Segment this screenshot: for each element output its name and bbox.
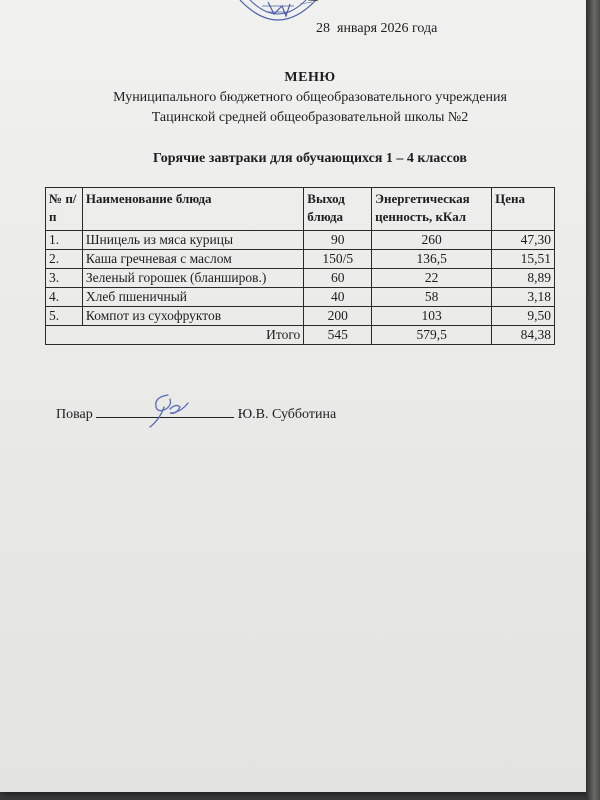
menu-subtitle: Горячие завтраки для обучающихся 1 – 4 классов [153, 151, 467, 166]
row-number: 2. [46, 250, 83, 269]
dish-name: Хлеб пшеничный [82, 288, 303, 307]
dish-energy: 136,5 [372, 250, 492, 269]
dish-energy: 260 [372, 231, 492, 250]
total-price: 84,38 [492, 326, 555, 345]
date-line [316, 21, 437, 37]
menu-table [45, 187, 555, 345]
organization-line-1: Муниципального бюджетного общеобразовательного учреждения [113, 90, 507, 105]
header-price: Цена [492, 188, 555, 231]
header-energy: Энергетическая ценность, кКал [372, 188, 492, 231]
dish-energy: 103 [372, 307, 492, 326]
dish-price: 15,51 [492, 250, 555, 269]
table-row [46, 269, 555, 288]
total-label: Итого [46, 326, 304, 345]
dish-yield: 40 [304, 288, 372, 307]
background-edge [586, 0, 600, 800]
organization-line-2: Тацинской средней общеобразовательной школы №2 [151, 110, 469, 125]
table-row [46, 307, 555, 326]
dish-energy: 58 [372, 288, 492, 307]
dish-price: 9,50 [492, 307, 555, 326]
page-title: МЕНЮ [284, 70, 336, 85]
date-day: 28 [316, 21, 330, 36]
dish-name: Каша гречневая с маслом [82, 250, 303, 269]
cook-name: Ю.В. Субботина [237, 407, 337, 422]
signature-line [96, 403, 234, 418]
header-yield: Выход блюда [304, 188, 372, 231]
dish-name: Зеленый горошек (бланширов.) [82, 269, 303, 288]
row-number: 1. [46, 231, 83, 250]
dish-name: Шницель из мяса курицы [82, 231, 303, 250]
dish-price: 8,89 [492, 269, 555, 288]
total-energy: 579,5 [372, 326, 492, 345]
total-yield: 545 [304, 326, 372, 345]
header-dish-name: Наименование блюда [82, 188, 303, 231]
row-number: 5. [46, 307, 83, 326]
stamp-seal-icon [238, 0, 318, 30]
row-number: 4. [46, 288, 83, 307]
dish-yield: 60 [304, 269, 372, 288]
dish-price: 47,30 [492, 231, 555, 250]
dish-energy: 22 [372, 269, 492, 288]
table-row [46, 288, 555, 307]
table-row [46, 231, 555, 250]
dish-yield: 200 [304, 307, 372, 326]
date-month-year: января 2026 года [337, 21, 438, 36]
table-row [46, 250, 555, 269]
table-header-row [46, 188, 555, 231]
signature-icon [146, 391, 196, 431]
table-total-row [46, 326, 555, 345]
dish-price: 3,18 [492, 288, 555, 307]
cook-signature-line [56, 403, 336, 423]
dish-yield: 150/5 [304, 250, 372, 269]
cook-role-label: Повар [56, 407, 93, 422]
header-number: № п/п [46, 188, 83, 231]
dish-yield: 90 [304, 231, 372, 250]
dish-name: Компот из сухофруктов [82, 307, 303, 326]
row-number: 3. [46, 269, 83, 288]
